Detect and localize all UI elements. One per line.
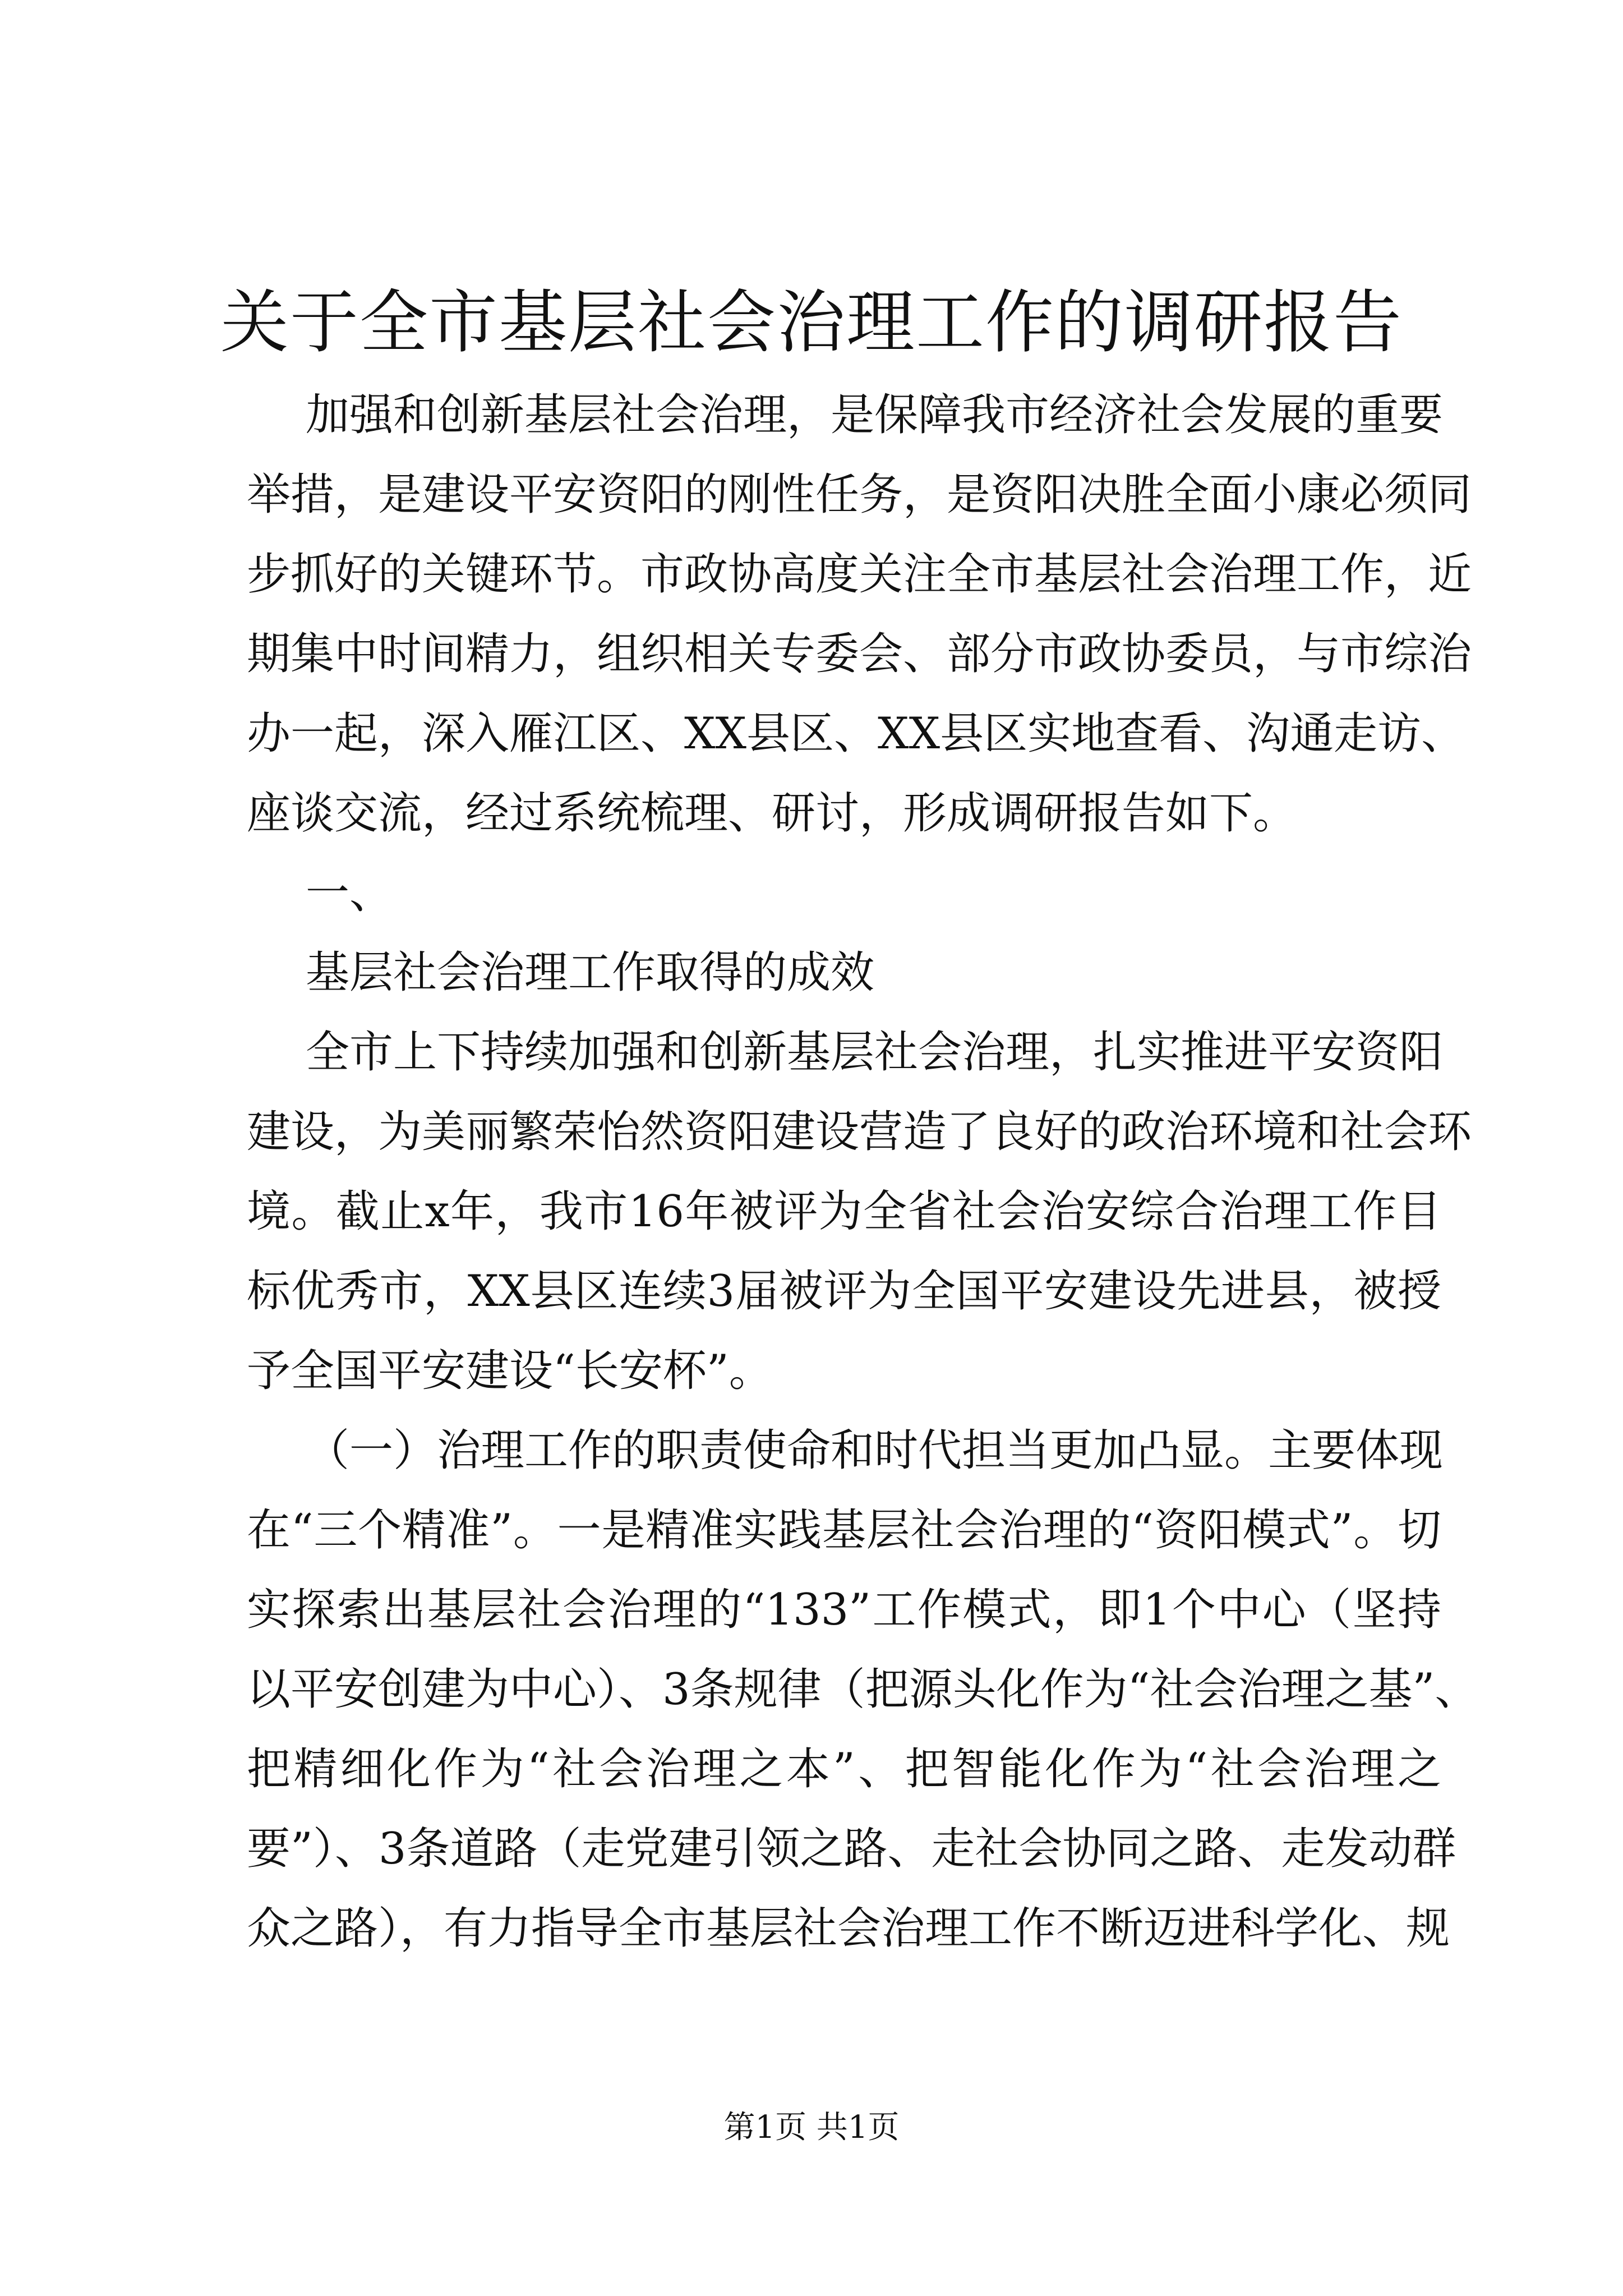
paragraph-line: 在“三个精准”。一是精准实践基层社会治理的“资阳模式”。切 bbox=[247, 1505, 1441, 1556]
document-title: 关于全市基层社会治理工作的调研报告 bbox=[220, 283, 1403, 362]
section-heading: 基层社会治理工作取得的成效 bbox=[306, 947, 875, 998]
paragraph-line: 以平安创建为中心）、3条规律（把源头化作为“社会治理之基”、 bbox=[247, 1664, 1479, 1715]
paragraph-line: 全市上下持续加强和创新基层社会治理，扎实推进平安资阳 bbox=[306, 1027, 1444, 1078]
paragraph-line: 期集中时间精力，组织相关专委会、部分市政协委员，与市综治 bbox=[247, 629, 1472, 679]
paragraph-line: 实探索出基层社会治理的“133”工作模式，即1个中心（坚持 bbox=[247, 1585, 1441, 1635]
paragraph-line: 要”）、3条道路（走党建引领之路、走社会协同之路、走发动群 bbox=[247, 1824, 1456, 1874]
paragraph-line: 加强和创新基层社会治理，是保障我市经济社会发展的重要 bbox=[306, 390, 1444, 440]
paragraph-line: 标优秀市，XX县区连续3届被评为全国平安建设先进县，被授 bbox=[247, 1266, 1441, 1317]
paragraph-line: 境。截止x年，我市16年被评为全省社会治安综合治理工作目 bbox=[247, 1186, 1441, 1237]
paragraph-line: （一）治理工作的职责使命和时代担当更加凸显。主要体现 bbox=[306, 1425, 1444, 1476]
paragraph-line: 办一起，深入雁江区、XX县区、XX县区实地查看、沟通走访、 bbox=[247, 708, 1465, 759]
section-number: 一、 bbox=[306, 868, 394, 918]
page-footer: 第1页 共1页 bbox=[723, 2109, 900, 2146]
paragraph-line: 建设，为美丽繁荣怡然资阳建设营造了良好的政治环境和社会环 bbox=[247, 1107, 1472, 1157]
paragraph-line: 举措，是建设平安资阳的刚性任务，是资阳决胜全面小康必须同 bbox=[247, 470, 1472, 520]
paragraph-line: 众之路），有力指导全市基层社会治理工作不断迈进科学化、规 bbox=[247, 1903, 1450, 1954]
paragraph-line: 座谈交流，经过系统梳理、研讨，形成调研报告如下。 bbox=[247, 788, 1297, 839]
paragraph-line: 予全国平安建设“长安杯”。 bbox=[247, 1346, 773, 1396]
paragraph-line: 步抓好的关键环节。市政协高度关注全市基层社会治理工作，近 bbox=[247, 549, 1472, 600]
paragraph-line: 把精细化作为“社会治理之本”、把智能化作为“社会治理之 bbox=[247, 1744, 1441, 1795]
